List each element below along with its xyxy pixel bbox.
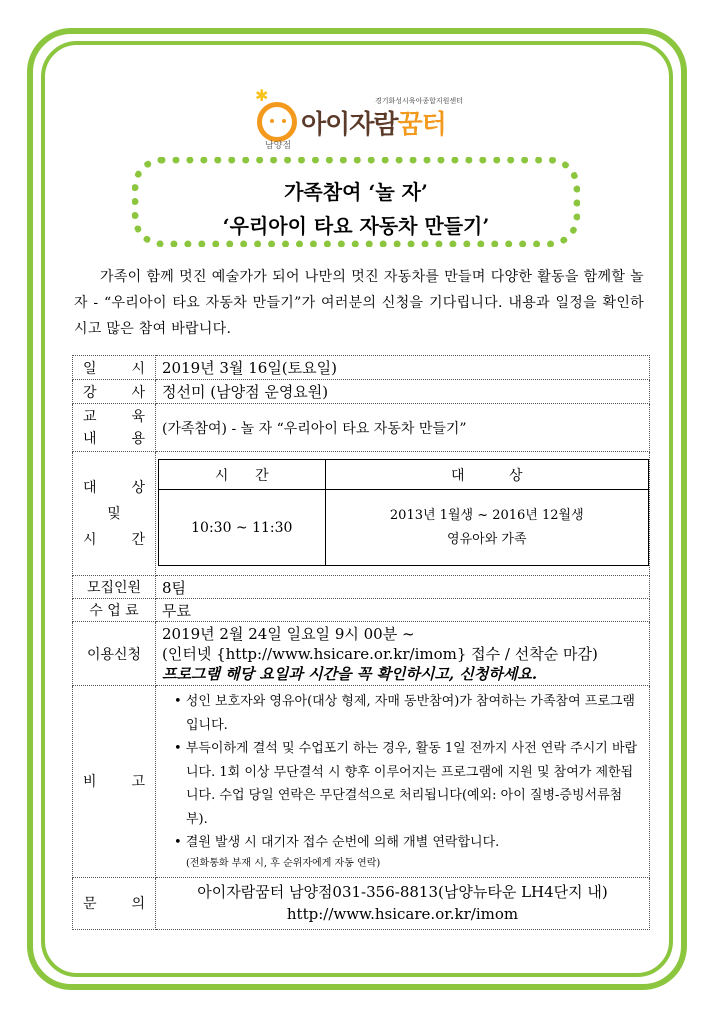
- target-cell: [156, 452, 650, 576]
- apply-warning: 프로그램 해당 요일과 시간을 꼭 확인하시고, 신청하세요.: [162, 664, 538, 683]
- target-time: 10:30 ~ 11:30: [159, 490, 326, 566]
- value-fee: 무료: [156, 599, 650, 622]
- label-content: 교 육 내 용: [73, 404, 156, 452]
- value-content: (가족참여) - 놀 자 “우리아이 타요 자동차 만들기”: [156, 404, 650, 452]
- label-fee: 수 업 료: [73, 599, 156, 622]
- logo-org: 경기화성시육아종합지원센터: [375, 97, 463, 105]
- header-time: 시 간: [159, 460, 326, 490]
- label-notes: 비 고: [73, 686, 156, 878]
- row-recruit: [73, 576, 650, 599]
- value-apply: [156, 622, 650, 686]
- contact-url[interactable]: http://www.hsicare.or.kr/imom: [286, 905, 519, 923]
- value-instructor: 정선미 (남양점 운영요원): [156, 380, 650, 404]
- logo: [255, 86, 470, 152]
- value-recruit: 8팀: [156, 576, 650, 599]
- intro-text: 가족이 함께 멋진 예술가가 되어 나만의 멋진 자동차를 만들며 다양한 활동을 함께할 놀 자 - “우리아이 타요 자동차 만들기”가 여러분의 신청을 기다립니다. 내용과 일정을 확인하시고 많은 참여 바랍니다.: [74, 269, 644, 337]
- title-box: [132, 157, 580, 247]
- row-apply: [73, 622, 650, 686]
- header-target: 대 상: [325, 460, 648, 490]
- label-instructor: 강 사: [73, 380, 156, 404]
- row-instructor: [73, 380, 650, 404]
- label-contact: 문 의: [73, 877, 156, 929]
- row-date: [73, 356, 650, 380]
- row-fee: [73, 599, 650, 622]
- info-table: [72, 355, 650, 930]
- target-desc: 2013년 1월생 ~ 2016년 12월생 영유아와 가족: [325, 490, 648, 566]
- row-target: [73, 452, 650, 576]
- contact-phone: 아이자람꿈터 남양점031-356-8813(남양뉴타운 LH4단지 내): [197, 883, 608, 901]
- value-contact: [156, 877, 650, 929]
- note-item-3-small: (전화통화 부재 시, 후 순위자에게 자동 연락): [186, 857, 381, 869]
- note-item-2: • 부득이하게 결석 및 수업포기 하는 경우, 활동 1일 전까지 사전 연락 주시기 바랍니다. 1회 이상 무단결석 시 향후 이루어지는 프로그램에 지원 및 참여가 제한됩니다. 수업 당일 연락은 무단결석으로 처리됩니다(예외: 아이 질병-증빙서류첨부).: [174, 741, 638, 827]
- note-item-3: • 결원 발생 시 대기자 접수 순번에 의해 개별 연락합니다.: [174, 835, 500, 850]
- row-contact: [73, 877, 650, 929]
- value-notes: [156, 686, 650, 878]
- child-face-icon: [257, 102, 297, 142]
- label-target: 대 상 및 시 간: [73, 452, 156, 576]
- apply-line1: 2019년 2월 24일 일요일 9시 00분 ~: [162, 624, 415, 643]
- label-recruit: 모집인원: [73, 576, 156, 599]
- logo-branch: 남양점: [265, 141, 292, 151]
- note-item-1: • 성인 보호자와 영유아(대상 형제, 자매 동반참여)가 참여하는 가족참여 프로그램입니다.: [174, 694, 635, 733]
- title-line1: 가족참여 ‘놀 자’: [284, 180, 428, 204]
- label-apply: 이용신청: [73, 622, 156, 686]
- value-date: 2019년 3월 16일(토요일): [156, 356, 650, 380]
- target-table: [158, 459, 649, 566]
- row-content: [73, 404, 650, 452]
- logo-name: 아이자람꿈터: [301, 110, 446, 140]
- star-icon: ✱: [255, 86, 269, 105]
- label-date: 일 시: [73, 356, 156, 380]
- apply-line2: (인터넷 {http://www.hsicare.or.kr/imom} 접수 / 선착순 마감): [162, 644, 598, 663]
- row-notes: [73, 686, 650, 878]
- title-line2: ‘우리아이 타요 자동차 만들기’: [222, 214, 490, 238]
